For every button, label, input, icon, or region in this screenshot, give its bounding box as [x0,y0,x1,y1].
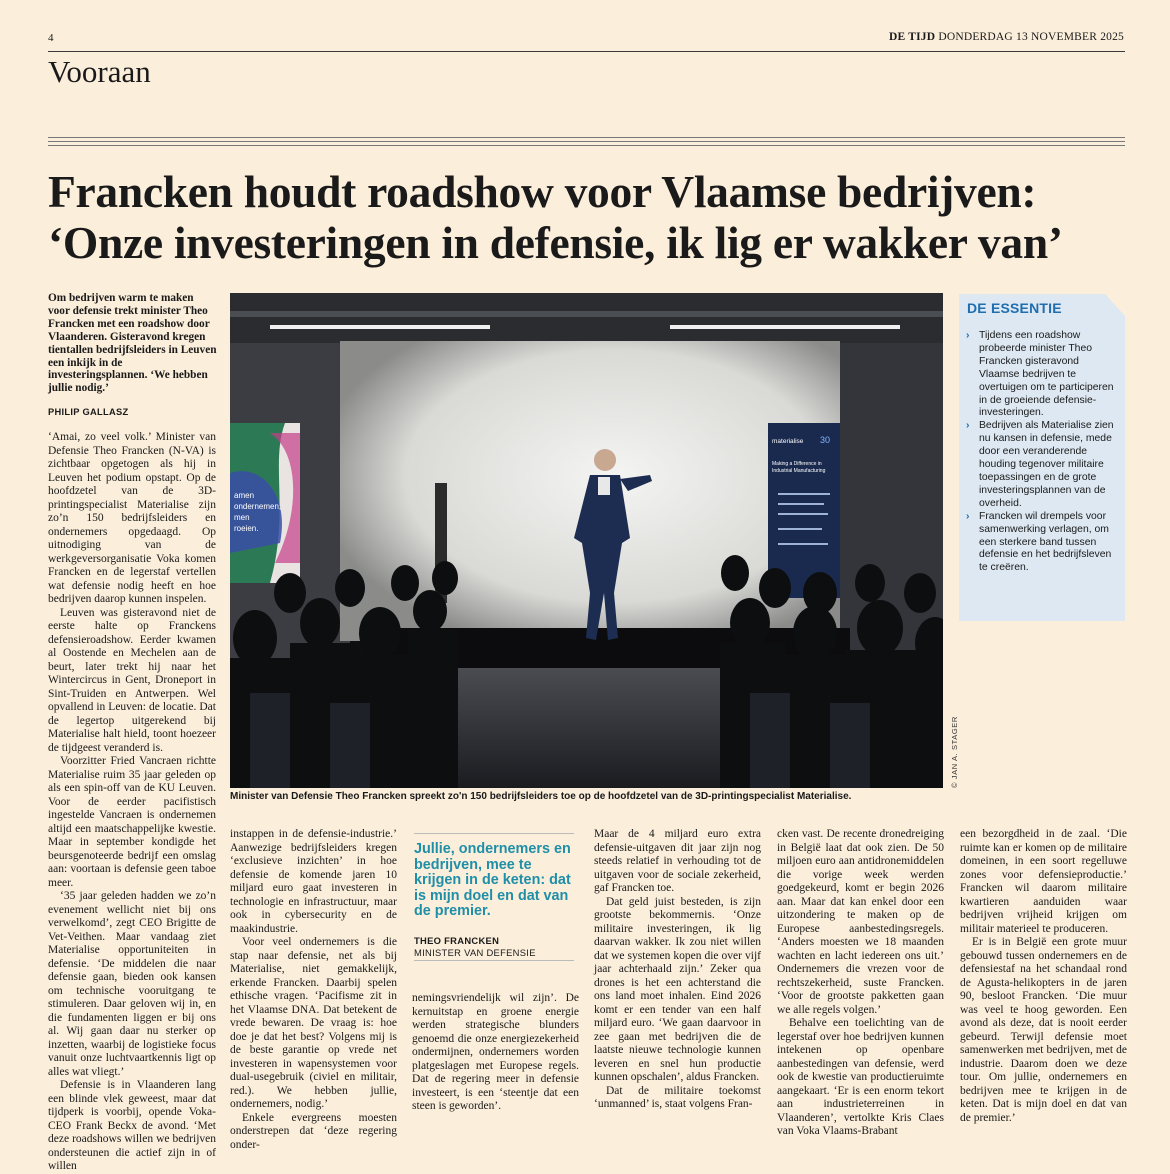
body-column-5 [777,828,944,1139]
essentie-item-text: Bedrijven als Materialise zien nu kansen in defensie, mede door een veranderende houding tegenover militaire toepassingen en de grote investeringsplannen van de overheid. [979,420,1114,509]
paragraph: ‘Amai, zo veel volk.’ Minister van Defensie Theo Francken (N-VA) is zichtbaar opgetogen als hij in Leuven het podium opstapt. Op de hoofdzetel van de 3D-printingspecialist Materialise zijn zo’n 150 bedrijfsleiders en ondernemers opgedaagd. Op uitnodiging van de werkgeversorganisatie Voka komen Francken en de legerstaf vertellen wat defensie nodig heeft en hoe bedrijven daarop kunnen inspelen. [48,431,216,605]
paragraph: Er is in België een grote muur gebouwd tussen ondernemers en de defensiestaf na het schandaal rond de Agusta-helikopters in de jaren 90, besloot Francken. ‘Die muur was veel te hoog geworden. Een avond als deze, dat is nooit eerder gebeurd. Terwijl defensie moet samenwerken met bedrijven, met de industrie. Daarom doen we deze tour. Om jullie, ondernemers en bedrijven mee te krijgen in de keten. Dat is mijn doel en dat van de premier.’ [960,936,1127,1124]
byline: PHILIP GALLASZ [48,407,129,417]
article-lead: Om bedrijven warm te maken voor defensie trekt minister Theo Francken met een roadshow door Vlaanderen. Gisteravond kregen tientallen bedrijfsleiders in Leuven een inkijk in de investeringsplannen. ‘We hebben jullie nodig.’ [48,292,217,395]
paragraph: ‘35 jaar geleden hadden we zo’n evenement wellicht niet bij ons verwelkomd’, zegt CEO Brigitte de Vet-Veithen. Maar vandaag ziet Materialise opportuniteiten in defensie. ‘De middelen die naar defensie gaan, bieden ook kansen om technische vooruitgang te stimuleren. Daar geloven wij in, en die fundamenten liggen er bij ons al. Wij gaan daar nu sterker op inzetten, waarbij de logistieke focus vanuit onze luchtvaartkennis ligt op alles wat vliegt.’ [48,890,216,1078]
paragraph: cken vast. De recente dronedreiging in België laat dat ook zien. De 50 miljoen euro aan antidronemiddelen die vorige week werden goedgekeurd, komt er begin 2026 aan. Maar dat kan enkel door een uitzondering te maken op de Europese aanbestedingsregels. ‘Anders moesten we 18 maanden wachten en lacht iedereen ons uit.’ Ondernemers die vrezen voor de rechtszekerheid, suste Francken. ‘Voor de grootste pakketten gaan we alle regels volgen.’ [777,828,944,1016]
essentie-list [966,330,1118,575]
page-number: 4 [48,32,54,44]
body-column-1 [48,431,216,1174]
essentie-item [966,420,1118,510]
essentie-item [966,330,1118,420]
essentie-item-text: Tijdens een roadshow probeerde minister Theo Francken gisteravond Vlaamse bedrijven te overtuigen om te participeren in de groeiende defensie-investeringen. [979,330,1114,419]
svg-text:Making a Difference in: Making a Difference in [772,461,822,467]
headline [48,166,1128,268]
section-title: Vooraan [48,54,151,89]
paragraph: Voorzitter Fried Vancraen richtte Materialise ruim 35 jaar geleden op als een spin-off van de KU Leuven. Voor de eerder pacifistisch ingestelde Vancraen is ondernemen altijd een maatschappelijke kwestie. Maar in september kondigde het beursgenoteerde bedrijf een omslag aan: voortaan is defensie geen taboe meer. [48,755,216,889]
paragraph: Maar de 4 miljard euro extra defensie-uitgaven dit jaar zijn nog steeds relatief in verhouding tot de uitgaven voor de sociale zekerheid, gaf Francken toe. [594,828,761,894]
section-divider [48,137,1125,149]
event-photo [230,293,943,788]
paragraph: een bezorgdheid in de zaal. ‘Die ruimte kan er komen op de militaire domeinen, in een soort regelluwe zones voor defensieproductie.’ Francken wil daarom militaire kwartieren aanduiden waar bedrijven vrijheid krijgen om militair materieel te produceren. [960,828,1127,935]
photo-caption: Minister van Defensie Theo Francken spreekt zo'n 150 bedrijfsleiders toe op de hoofdzetel van de 3D-printingspecialist Materialise. [230,791,852,802]
paragraph: Voor veel ondernemers is die stap naar defensie, net als bij Materialise, niet gemakkelijk, erkende Francken. Daarbij spelen ethische vragen. ‘Pacifisme zit in het Vlaamse DNA. Dat betekent de vrede bewaren. De vraag is: hoe doe je dat het best? Volgens mij is de beste garantie op vrede net investeren in wapensystemen voor dual-usegebruik (civiel en militair, red.). We hebben jullie, ondernemers, nodig.’ [230,936,397,1110]
svg-text:roeien.: roeien. [234,524,259,533]
paragraph: Enkele evergreens moesten onderstrepen dat ‘deze regering onder- [230,1111,397,1151]
paragraph: Leuven was gisteravond niet de eerste halte op Franckens defensieroadshow. Eerder kwamen al Oostende en Mechelen aan de beurt, later trekt hij naar het Wintercircus in Gent, Droneport in Sint-Truiden en Antwerpen. Wel opvallend in Leuven: de locatie. Dat de legertop uitgerekend bij Materialise halt hield, toont hoezeer de tijdgeest veranderd is. [48,606,216,754]
paragraph: Dat geld juist besteden, is zijn grootste bekommernis. ‘Onze militaire investeringen, ik lig daarvan wakker. Ik zou niet willen dat we systemen kopen die over vijf jaar achterhaald zijn.’ Zeker qua drones is het een achterstand die ons land moet inhalen. Eind 2026 komt er een tender van een half miljard euro. ‘We gaan daarvoor in zee gaan met bedrijven die de laatste nieuwe technologie kunnen leveren en snel hun productie kunnen opschalen’, aldus Francken. [594,895,761,1083]
chevron-right-icon: › [966,420,970,432]
chevron-right-icon: › [966,330,970,341]
svg-text:ondernemen,: ondernemen, [234,502,282,511]
quote-author-role: MINISTER VAN DEFENSIE [414,947,536,958]
chevron-right-icon: › [966,510,970,522]
paragraph: Defensie is in Vlaanderen lang een blinde vlek geweest, maar dat tijdperk is voorbij, opende Voka-CEO Frank Beckx de avond. ‘Met deze roadshows willen we bedrijven ondersteunen die actief zijn in of willen [48,1079,216,1172]
masthead [889,31,1124,43]
photo-credit: © JAN A. STAGER [950,716,959,788]
svg-text:men: men [234,513,250,522]
body-column-6 [960,828,1127,1125]
header-rule [48,51,1125,52]
body-column-3 [412,992,579,1114]
paper-name: DE TIJD [888,31,936,43]
event-photo-illustration [230,293,943,788]
right-banner-logo: 30 [820,435,831,445]
pull-quote: Jullie, ondernemers en bedrijven, mee te krijgen in de keten: dat is mijn doel en dat van de premier. [414,841,571,920]
paragraph: instappen in de defensie-industrie.’ Aanwezige bedrijfsleiders kregen ‘exclusieve inzichten’ in hoe defensie de komende jaren 10 miljard euro gaat investeren in technologie en infrastructuur, maar ook in cybersecurity en de maakindustrie. [230,828,397,935]
headline-line-1: Francken houdt roadshow voor Vlaamse bedrijven: [48,166,1037,217]
essentie-item-text: Francken wil drempels voor samenwerking verlagen, om een sterkere band tussen defensie en het bedrijfsleven te creëren. [979,510,1112,574]
body-column-2 [230,828,397,1152]
quote-rule-bottom [414,960,574,961]
essentie-title: DE ESSENTIE [967,300,1062,316]
quote-rule [414,833,574,834]
right-banner-brand: materialise [772,438,804,445]
svg-text:Industrial Manufacturing: Industrial Manufacturing [772,468,826,474]
paragraph: Dat de militaire toekomst ‘unmanned’ is, staat volgens Fran- [594,1084,761,1110]
headline-line-2: ‘Onze investeringen in defensie, ik lig er wakker van’ [48,217,1063,268]
paragraph: Behalve een toelichting van de legerstaf over hoe bedrijven kunnen intekenen op openbare aanbestedingen van defensie, werd ook de kwestie van productieruimte aangekaart. ‘Er is een enorm tekort aan industrieterreinen in Vlaanderen’, vertolkte Kris Claes van Voka Vlaams-Brabant [777,1017,944,1137]
quote-author: THEO FRANCKEN [414,935,500,946]
essentie-item [966,511,1118,576]
issue-date: DONDERDAG 13 NOVEMBER 2025 [938,31,1124,43]
left-banner-text: amen [234,491,255,500]
body-column-4 [594,828,761,1112]
paragraph: nemingsvriendelijk wil zijn’. De kernuitstap en groene energie werden strategische blunders genoemd die onze energiezekerheid ondermijnen, ondernemers worden platgeslagen met Europese regels. Dat de regering meer in defensie investeert, is een ‘steentje dat een steen is geworden’. [412,992,579,1112]
